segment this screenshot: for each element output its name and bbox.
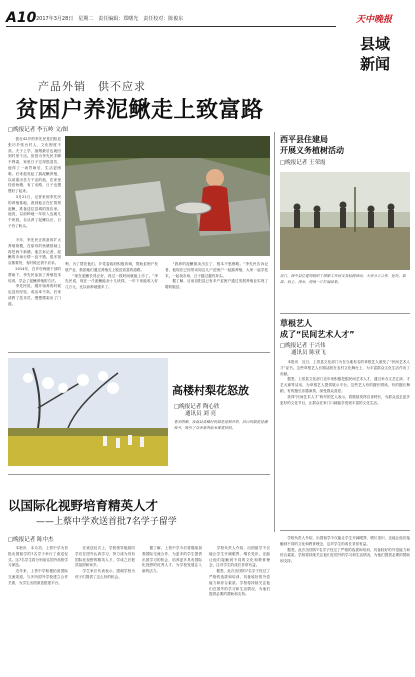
article5-subhead: ——上蔡中学欢送首批7名学子留学: [36, 517, 177, 527]
article4-photo: [8, 358, 168, 466]
article1-photo: [65, 136, 270, 256]
masthead-logo: [339, 8, 409, 28]
article1-headline: 贫困户养泥鳅走上致富路: [16, 98, 264, 123]
fish-farmer-image: [65, 136, 270, 256]
article4-headline: 高楼村梨花怒放: [172, 384, 249, 397]
section-title: 县域 新闻: [360, 35, 391, 73]
article3-byline: □晚报记者 于兴伟 通讯员 陈亚飞: [280, 343, 326, 356]
article3-body: 本报讯 近日，上蔡县文化部门为在当地有名的草根艺人颁发了“民间艺术人才”证书。这些草根艺人长期活跃在农村文化舞台上，为丰富群众文化生活作出了贡献。 据悉，上蔡县文化部门近年来积极挖掘民间艺术人才，通过举办文艺汇演、才艺大赛等活动，为草根艺人提供展示平台。这些艺人有的擅长唱戏，有的擅长舞蹈，有的擅长乐器演奏，深受群众喜爱。 获得“民间艺术人才”称号的艺人表示，将继续发挥自身特长，为群众送去更多更好的文化节目，让群众在家门口就能享受到丰富的文化生活。: [280, 360, 410, 405]
article4-byline: □晚报记者 陶心欣 通讯员 刘 亮: [174, 404, 220, 417]
page-number: A10: [6, 10, 37, 26]
right-rule-1: [280, 313, 410, 314]
article1-kicker: 产品外销 供不应求: [38, 80, 146, 93]
tree-planting-image: [280, 172, 410, 270]
article2-byline: □晚报记者 王荣霞: [280, 160, 326, 166]
article5-body-col3: 据了解，上蔡中学今后将继续加强国际交流合作，为更多的学生提供出国学习的机会，培养更多具有国际化视野的优秀人才，为学校发展注入新的活力。: [142, 546, 202, 574]
article3-headline: 草根艺人 成了“民间艺术人才”: [280, 319, 355, 339]
article5-headline: 以国际化视野培育精英人才: [8, 498, 159, 513]
column-divider: [274, 132, 275, 532]
article2-headline: 西平县住建局 开展义务植树活动: [280, 135, 344, 155]
right-rule-bottom: [280, 530, 410, 531]
mid-rule-2: [8, 474, 270, 475]
mid-rule: [8, 352, 270, 353]
article2-caption: 近日，西平县住建局组织干部职工开展义务植树活动，大家分工合作，挖坑、栽苗、培土、浇水，现场一片忙碌景象。: [280, 274, 406, 284]
article1-body-col2: 利，为了帮扶他们，乡党委政府积极协调，帮助贫困户发展产业，鼓励他们通过养殖走上脱贫致富的道路。 “现在泥鳅长得正好，再过一段时间就能上市了。”李先民说，现在一斤泥鳅能卖十几块钱，一年下来能收入好几万元，比以前种地强多了。: [65, 262, 158, 290]
article5-body-col1: 本报讯 本月初，上蔡中学为首批出国留学的7名学子举行了欢送仪式。这7名学生将分别前往国外高校学习深造。 近年来，上蔡中学积极拓宽国际交流渠道，与多所国外学校建立合作关系，为学生出国深造搭建平台。: [8, 546, 68, 585]
article5-byline: □晚报记者 陈中杰: [8, 537, 54, 543]
article1-body-col1: 我在42岁的李先民是泊阳县张坊乡张台村人，文化程度不高，夫子上学，抽烟最后也就回到村里干活。但因为李先民手脚不利索，家里日子过得很清苦，他得了一场胃病后，生活更困难。后来他发起了搞泥鳅养殖，以前靠出苦力干活的他，在家里经营鱼塘，有了出路，日子也慢慢好了起来。 3月21日，记者来到李先民的养殖基地，看到他正在忙着捞泥鳅，准备送往县城的饭店里。他说，以前种地一年收入也就几千块钱，自从养了泥鳅以后，日子有了盼头。: [8, 137, 61, 228]
article3-body-continued: 学校负责人介绍，出国留学不仅能让学生开阔眼界、增长见识，还能让他们接触到不同的文化和教育理念，这对学生的成长非常有益。 据悉，此次出国的7名学子经过了严格的选拔和培训，具备较好的外语能力和综合素质。学校将持续关注他们在国外的学习和生活情况，为他们提供必要的帮助和支持。: [280, 536, 410, 564]
article5-body-col2: 在欢送仪式上，学校领导勉励同学们在国外认真学习，努力成为具有国际化视野的精英人才，学成之后报效祖国和家乡。 学生家长代表表示，感谢学校为孩子们提供了这么好的机会。: [75, 546, 135, 579]
article2-photo: [280, 172, 410, 270]
article1-body-col1b: 今年，李先民正准备再扩大养殖规模，在原有的鱼塘基础上再挖两个新塘。他告诉记者，泥鳅的市场行情一直不错，很多饭店都要货，有时候还供不应求。 2014年，在乡村两级干部的帮助下，李先民参加了养殖技术培训，学会了泥鳅养殖的方法。 李先民说，刚开始养的时候也没有经验，成活率不高，后来请教了技术员，慢慢摸索出了门道。: [8, 238, 61, 306]
header-rule: [6, 26, 336, 27]
article6-body: 学校负责人介绍，出国留学不仅能让学生开阔眼界、增长见识，还能让他们接触到不同的文化和教育理念，这对学生的成长非常有益。 据悉，此次出国的7名学子经过了严格的选拔和培训，具备较好的外语能力和综合素质。学校将持续关注他们在国外的学习和生活情况，为他们提供必要的帮助和支持。: [209, 546, 270, 597]
article1-byline: □晚报记者 李五岭 文/图: [8, 127, 69, 133]
date-line: 2017年3月28日 星期二 责任编辑：郑曙光 责任校对：陈俊东: [36, 16, 184, 22]
article4-caption: 春光明媚，汝南县高楼村的梨花竞相开放，洁白的梨花挂满枝头，吸引了众多游客前来观赏拍照。: [174, 420, 268, 430]
article1-body-col3: “我养的泥鳅都卖出去了，根本不愁销路。”李先民告诉记者，他现在已经带动周边几户贫困户一起搞养殖，大家一起学技术，一起找市场，日子越过越有奔头。 据了解，目前泊阳县已有多户贫困户通过发展养殖业实现了增收脱贫。: [165, 262, 268, 290]
pear-blossom-image: [8, 358, 168, 466]
paper-name: 天中晚报: [355, 14, 392, 25]
